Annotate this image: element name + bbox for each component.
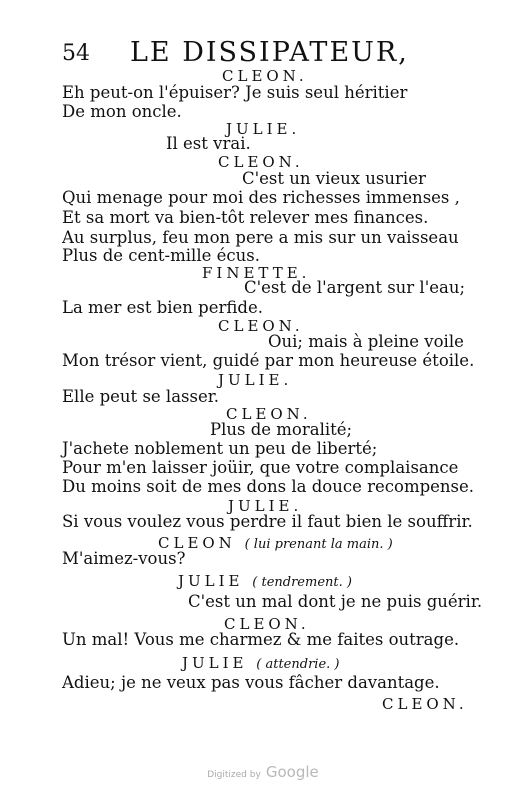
verse-line: Pour m'en laisser joüir, que votre complaisance [62, 458, 459, 477]
verse-line: Un mal! Vous me charmez & me faites outrage. [62, 630, 460, 649]
verse-line: C'est de l'argent sur l'eau; [244, 278, 466, 297]
verse-line: Elle peut se lasser. [62, 387, 220, 406]
speaker-name: JULIE. [226, 120, 301, 138]
verse-line: Plus de moralité; [210, 420, 353, 439]
speaker-name [158, 533, 393, 555]
verse-line: J'achete noblement un peu de liberté; [62, 439, 378, 458]
verse-line: C'est un mal dont je ne puis guérir. [188, 592, 483, 611]
digitized-by-label: Digitized by [207, 770, 261, 780]
stage-direction: ( attendrie. ) [256, 657, 340, 672]
speaker-name [178, 571, 352, 593]
speaker-name-text: CLEON [158, 534, 236, 552]
stage-direction: ( lui prenant la main. ) [244, 537, 393, 552]
verse-line: M'aimez-vous? [62, 549, 186, 568]
page-number: 54 [62, 41, 90, 66]
speaker-name-text: JULIE [178, 572, 244, 590]
verse-line: Plus de cent-mille écus. [62, 246, 260, 265]
speaker-name: JULIE. [228, 497, 303, 515]
verse-line: Eh peut-on l'épuiser? Je suis seul héritier [62, 83, 408, 102]
speaker-name: CLEON. [218, 153, 304, 171]
verse-line: C'est un vieux usurier [242, 169, 426, 188]
speaker-name: FINETTE. [202, 264, 311, 282]
stage-direction: ( tendrement. ) [252, 575, 352, 590]
verse-line: La mer est bien perfide. [62, 298, 263, 317]
verse-line: Oui; mais à pleine voile [268, 332, 464, 351]
verse-line: Au surplus, feu mon pere a mis sur un vaisseau [62, 228, 459, 247]
speaker-name: CLEON. [382, 695, 468, 713]
speaker-name: CLEON. [224, 615, 310, 633]
running-title: LE DISSIPATEUR, [130, 37, 409, 68]
speaker-name: CLEON. [222, 67, 308, 85]
verse-line: Mon trésor vient, guidé par mon heureuse étoile. [62, 351, 475, 370]
page-header [62, 35, 482, 67]
verse-line: Qui menage pour moi des richesses immenses , [62, 188, 460, 207]
verse-line: Il est vrai. [166, 134, 251, 153]
verse-line: De mon oncle. [62, 102, 182, 121]
speaker-name: CLEON. [218, 317, 304, 335]
verse-line: Si vous voulez vous perdre il faut bien le souffrir. [62, 512, 473, 531]
verse-line: Adieu; je ne veux pas vous fâcher davantage. [62, 673, 440, 692]
verse-line: Du moins soit de mes dons la douce recompense. [62, 477, 475, 496]
digitization-watermark [0, 762, 526, 781]
speaker-name [182, 653, 339, 675]
speaker-name-text: JULIE [182, 654, 248, 672]
google-wordmark: Google [265, 763, 319, 781]
speaker-name: JULIE. [218, 371, 293, 389]
verse-line: Et sa mort va bien-tôt relever mes finances. [62, 208, 429, 227]
speaker-name: CLEON. [226, 405, 312, 423]
